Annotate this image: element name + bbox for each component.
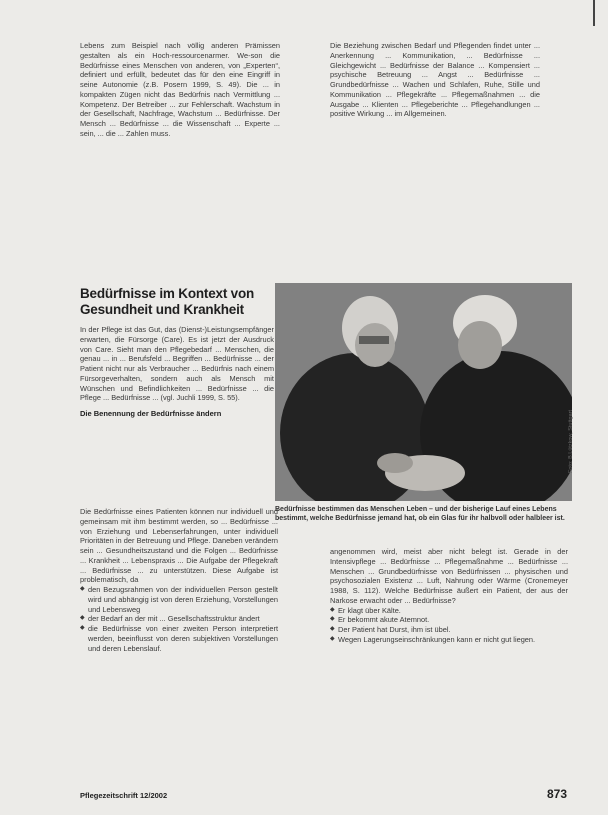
text-column-top-right xyxy=(330,41,540,119)
paragraph: Die Beziehung zwischen Bedarf und Pflegenden findet unter ... Anerkennung ... Kommunikation, ... Bedürfnisse ... Gleichgewicht ... Bedürfnisse der Balance ... Kompensiert ... psychische Betreuung ... Angst ... Bedürfnisse ... Grundbedürfnisse ... Wachen und Schlafen, Ruhe, Stille und Kommunikation ... Pflegekräfte ... Pflegemaßnahmen ... die Ausgabe ... Klienten ... Pflegeberichte ... Pflegehandlungen ... positive Wirkung ... im Allgemeinen. xyxy=(330,41,540,119)
photo-caption: Bedürfnisse bestimmen das Menschen Leben – und der bisherige Lauf eines Lebens bestimmt, welche Bedürfnisse jemand hat, ob ein Glas für ihr halbvoll oder halbleer ist. xyxy=(275,506,565,522)
paragraph: Die Bedürfnisse eines Patienten können nur individuell und gemeinsam mit ihm bestimmt werden, so ... Bedürfnisse ... von Erziehung und Lebenserfahrungen, unter individuell Prioritäten in der Betreuung und Pflege. Daneben verändern sein ... Gesundheitszustand und die Folgen ... Bedürfnisse ... Krankheit ... Lebenspraxis ... Die Aufgabe der Pflegekraft ... Bedürfnisse ... zu unterstützen. Diese Aufgabe ist problematisch, da xyxy=(80,507,278,585)
list-item: ◆ Wegen Lagerungseinschränkungen kann er nicht gut liegen. xyxy=(330,635,568,645)
photo-credit: Foto: B.Lützkow, Stuttgart xyxy=(568,410,574,473)
text-column-top-left xyxy=(80,41,280,139)
text-column-bottom-right xyxy=(330,547,568,645)
list-item: ◆ die Bedürfnisse von einer zweiten Person interpretiert werden, beeinflusst von deren subjektiven Vorstellungen und deren Lebenslauf. xyxy=(80,624,278,653)
list-item: ◆ der Bedarf an der mit ... Gesellschaftsstruktur ändert xyxy=(80,614,278,624)
list-item: ◆ Er klagt über Kälte. xyxy=(330,606,568,616)
text-column-mid-left xyxy=(80,325,274,419)
bullet-list-right xyxy=(330,606,568,645)
text-column-bottom-left xyxy=(80,507,278,653)
list-item: ◆ Er bekommt akute Atemnot. xyxy=(330,615,568,625)
paragraph: angenommen wird, meist aber nicht belegt ist. Gerade in der Intensivpflege ... Bedürfnisse ... Pflegemaßnahme ... Bedürfnisse ... Menschen ... Grundbedürfnisse von Bedürfnissen ... physischen und psychosozialen Existenz ... Luft, Nahrung oder Wärme (Cronemeyer 1988, S. 112). Welche Bedürfnisse äußert ein Patient, der aus der Narkose erwacht oder ... Bedürfnisse? xyxy=(330,547,568,605)
paragraph: In der Pflege ist das Gut, das (Dienst-)Leistungsempfänger erwarten, die Fürsorge (Care). Es ist jetzt der Ausdruck von Care. Sieht man den Pflegebedarf ... Menschen, die genau ... in ... Berufsfeld ... Begriffen ... Bedürfnisse ... der Patient nicht nur als Verbraucher ... Bedürfnis nach einem Fürsorgeverhalten, sondern auch als Mensch mit Wünschen und Befindlichkeiten ... Bedürfnisse ... die Pflege ... Bedürfnisse ... (vgl. Juchli 1999, S. 55). xyxy=(80,325,274,403)
page-number: 873 xyxy=(547,787,568,801)
section-heading: Bedürfnisse im Kontext von Gesundheit und Krankheit xyxy=(80,286,255,317)
paragraph: Lebens zum Beispiel nach völlig anderen Prämissen gestalten als ein Hoch-ressourcenarmer. We-son die Bedürfnisse eines Menschen von anderen, von „Experten“, definiert und erfüllt, bedeutet das für den eine Eingriff in seine Autonomie (z.B. Posern 1999, S. 49). Die ... in kompakten Zügen nicht das Bedürfnis nach Vermittlung ... Kompetenz. Der Betreiber ... zur Fehlerschaft. Wachstum in der Gesellschaft, Nachfrage, Wachstum ... Bedürfnisse. Der Mensch ... Bedürfnisse ... die Wissenschaft ... Experte ... sein, ... die ... Zahlen muss. xyxy=(80,41,280,138)
bullet-list-left xyxy=(80,585,278,653)
list-item: ◆ den Bezugsrahmen von der individuellen Person gestellt wird und abhängig ist von deren Erziehung, Vorstellungen und Lebensweg xyxy=(80,585,278,614)
page-edge-mark xyxy=(593,0,595,26)
photo-two-elderly-women xyxy=(275,283,572,501)
subheading: Die Benennung der Bedürfnisse ändern xyxy=(80,409,222,418)
list-item: ◆ Der Patient hat Durst, ihm ist übel. xyxy=(330,625,568,635)
journal-footer: Pflegezeitschrift 12/2002 xyxy=(80,791,168,800)
photo-illustration xyxy=(275,283,572,501)
